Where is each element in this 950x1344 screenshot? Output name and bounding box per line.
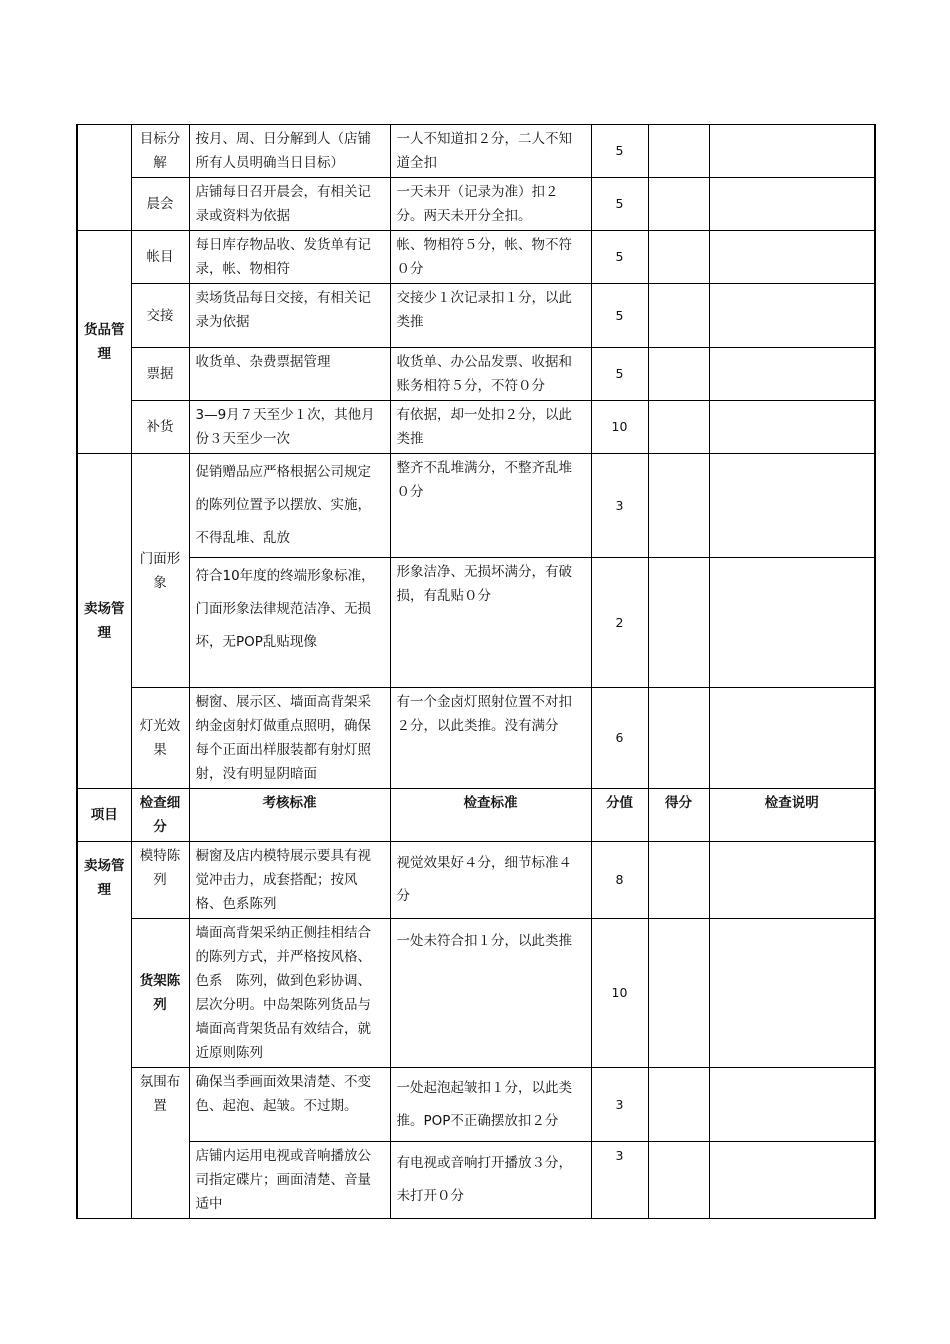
subitem-cell: 目标分解 bbox=[131, 125, 189, 178]
criteria-cell: 确保当季画面效果清楚、不变色、起泡、起皱。不过期。 bbox=[189, 1068, 390, 1142]
project-cell-goods: 货品管理 bbox=[77, 231, 131, 454]
score-cell: 3 bbox=[591, 454, 648, 558]
header-criteria: 考核标准 bbox=[189, 789, 390, 842]
criteria-cell: 促销赠品应严格根据公司规定的陈列位置予以摆放、实施，不得乱堆、乱放 bbox=[189, 454, 390, 558]
subitem-cell: 氛围布置 bbox=[131, 1068, 189, 1219]
points-cell bbox=[648, 284, 709, 348]
criteria-cell: 店铺内运用电视或音响播放公司指定碟片；画面清楚、音量适中 bbox=[189, 1142, 390, 1219]
points-cell bbox=[648, 688, 709, 789]
subitem-cell: 票据 bbox=[131, 348, 189, 401]
points-cell bbox=[648, 401, 709, 454]
points-cell bbox=[648, 919, 709, 1068]
standard-cell: 帐、物相符５分，帐、物不符０分 bbox=[390, 231, 591, 284]
project-cell-empty bbox=[77, 125, 131, 231]
table-header-row bbox=[77, 789, 875, 842]
score-cell: 10 bbox=[591, 401, 648, 454]
points-cell bbox=[648, 842, 709, 919]
standard-cell: 视觉效果好４分，细节标准４分 bbox=[390, 842, 591, 919]
score-cell: 5 bbox=[591, 284, 648, 348]
table-row bbox=[77, 231, 875, 284]
criteria-cell: 橱窗、展示区、墙面高背架采纳金卤射灯做重点照明，确保每个正面出样服装都有射灯照射，没有明显阴暗面 bbox=[189, 688, 390, 789]
subitem-cell: 帐目 bbox=[131, 231, 189, 284]
standard-cell: 一天未开（记录为准）扣２分。两天未开分全扣。 bbox=[390, 178, 591, 231]
table-row bbox=[77, 348, 875, 401]
table-row bbox=[77, 401, 875, 454]
standard-cell: 收货单、办公品发票、收据和账务相符５分，不符０分 bbox=[390, 348, 591, 401]
criteria-cell: 墙面高背架采纳正侧挂相结合的陈列方式，并严格按风格、色系 陈列，做到色彩协调、层次分明。中岛架陈列货品与墙面高背架货品有效结合，就近原则陈列 bbox=[189, 919, 390, 1068]
criteria-cell: 卖场货品每日交接，有相关记录为依据 bbox=[189, 284, 390, 348]
table-row bbox=[77, 284, 875, 348]
subitem-cell: 补货 bbox=[131, 401, 189, 454]
points-cell bbox=[648, 1142, 709, 1219]
subitem-cell: 灯光效果 bbox=[131, 688, 189, 789]
criteria-cell: 3—9月７天至少１次，其他月份３天至少一次 bbox=[189, 401, 390, 454]
subitem-cell: 门面形象 bbox=[131, 454, 189, 688]
score-cell: 10 bbox=[591, 919, 648, 1068]
notes-cell bbox=[709, 231, 875, 284]
notes-cell bbox=[709, 842, 875, 919]
standard-cell: 一处起泡起皱扣１分，以此类推。POP不正确摆放扣２分 bbox=[390, 1068, 591, 1142]
header-score: 分值 bbox=[591, 789, 648, 842]
criteria-cell: 每日库存物品收、发货单有记录，帐、物相符 bbox=[189, 231, 390, 284]
standard-cell: 有一个金卤灯照射位置不对扣２分，以此类推。没有满分 bbox=[390, 688, 591, 789]
standard-cell: 有依据，却一处扣２分，以此类推 bbox=[390, 401, 591, 454]
score-cell: 8 bbox=[591, 842, 648, 919]
points-cell bbox=[648, 558, 709, 688]
standard-cell: 交接少１次记录扣１分，以此类推 bbox=[390, 284, 591, 348]
criteria-cell: 符合10年度的终端形象标准，门面形象法律规范洁净、无损坏，无POP乱贴现像 bbox=[189, 558, 390, 688]
standard-cell: 形象洁净、无损坏满分，有破损，有乱贴０分 bbox=[390, 558, 591, 688]
points-cell bbox=[648, 454, 709, 558]
score-cell: 2 bbox=[591, 558, 648, 688]
inspection-table bbox=[76, 124, 876, 1219]
subitem-cell: 模特陈列 bbox=[131, 842, 189, 919]
score-cell: 3 bbox=[591, 1068, 648, 1142]
table-row bbox=[77, 558, 875, 688]
points-cell bbox=[648, 231, 709, 284]
standard-cell: 有电视或音响打开播放３分，未打开０分 bbox=[390, 1142, 591, 1219]
points-cell bbox=[648, 348, 709, 401]
project-cell-store: 卖场管理 bbox=[77, 454, 131, 789]
points-cell bbox=[648, 1068, 709, 1142]
table-row bbox=[77, 688, 875, 789]
criteria-cell: 橱窗及店内模特展示要具有视觉冲击力，成套搭配；按风格、色系陈列 bbox=[189, 842, 390, 919]
standard-cell: 整齐不乱堆满分，不整齐乱堆０分 bbox=[390, 454, 591, 558]
notes-cell bbox=[709, 178, 875, 231]
table-row bbox=[77, 178, 875, 231]
notes-cell bbox=[709, 1068, 875, 1142]
notes-cell bbox=[709, 401, 875, 454]
points-cell bbox=[648, 125, 709, 178]
notes-cell bbox=[709, 125, 875, 178]
criteria-cell: 店铺每日召开晨会，有相关记录或资料为依据 bbox=[189, 178, 390, 231]
criteria-cell: 按月、周、日分解到人（店铺所有人员明确当日目标） bbox=[189, 125, 390, 178]
header-notes: 检查说明 bbox=[709, 789, 875, 842]
table-row bbox=[77, 919, 875, 1068]
standard-cell: 一处未符合扣１分，以此类推 bbox=[390, 919, 591, 1068]
header-subitem: 检查细分 bbox=[131, 789, 189, 842]
notes-cell bbox=[709, 688, 875, 789]
score-cell: 3 bbox=[591, 1142, 648, 1219]
notes-cell bbox=[709, 348, 875, 401]
header-points: 得分 bbox=[648, 789, 709, 842]
score-cell: 5 bbox=[591, 231, 648, 284]
table-row bbox=[77, 1068, 875, 1142]
notes-cell bbox=[709, 558, 875, 688]
subitem-cell: 货架陈列 bbox=[131, 919, 189, 1068]
table-row bbox=[77, 842, 875, 919]
criteria-cell: 收货单、杂费票据管理 bbox=[189, 348, 390, 401]
subitem-cell: 晨会 bbox=[131, 178, 189, 231]
subitem-cell: 交接 bbox=[131, 284, 189, 348]
points-cell bbox=[648, 178, 709, 231]
score-cell: 5 bbox=[591, 178, 648, 231]
notes-cell bbox=[709, 284, 875, 348]
notes-cell bbox=[709, 1142, 875, 1219]
table-row bbox=[77, 454, 875, 558]
score-cell: 6 bbox=[591, 688, 648, 789]
score-cell: 5 bbox=[591, 125, 648, 178]
header-standard: 检查标准 bbox=[390, 789, 591, 842]
header-project: 项目 bbox=[77, 789, 131, 842]
notes-cell bbox=[709, 454, 875, 558]
project-cell-store: 卖场管理 bbox=[77, 842, 131, 1219]
standard-cell: 一人不知道扣２分，二人不知道全扣 bbox=[390, 125, 591, 178]
notes-cell bbox=[709, 919, 875, 1068]
table-row bbox=[77, 1142, 875, 1219]
score-cell: 5 bbox=[591, 348, 648, 401]
table-row bbox=[77, 125, 875, 178]
